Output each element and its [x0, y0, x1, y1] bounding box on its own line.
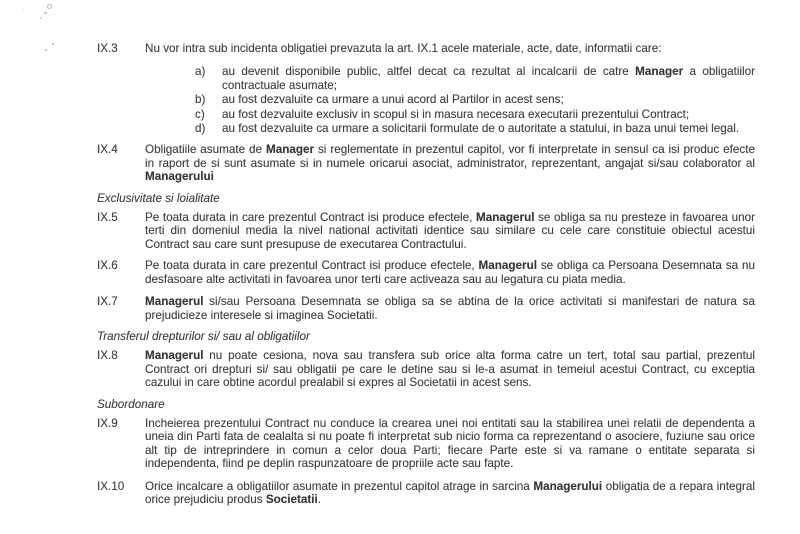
section-heading-transferul: Transferul drepturilor si/ sau al obligatiilor [97, 329, 310, 343]
section-heading-exclusivitate: Exclusivitate si loialitate [97, 191, 220, 205]
scan-speck [40, 17, 42, 19]
clause-ix10 [97, 480, 755, 507]
subitem-text: au fost dezvaluite exclusiv in scopul si in masura necesara executarii prezentului Contract; [222, 107, 690, 121]
clause-text: Incheierea prezentului Contract nu conduce la crearea unei noi entitati sau la stabilirea unei relatii de dependenta a uneia din Parti fata de cealalta si nu poate fi interpretat sub nicio forma ca reprezentand o asociere, fuziune sau orice alt tip de intreprindere in comun a celor doua Parti; fiecare Parte este si va ramane o entitate separata si independenta, fiind pe deplin raspunzatoare de propriile acte sau fapte. [145, 416, 755, 471]
subitem-c [145, 108, 755, 121]
clause-number: IX.8 [97, 349, 118, 363]
scan-speck [22, 9, 24, 10]
clause-text: Pe toata durata in care prezentul Contract isi produce efectele, Managerul se obliga ca Persoana Desemnata sa nu desfasoare alte activitati in favoarea unor terti care activeaza sau au legatura cu piata media. [145, 259, 755, 286]
clause-ix8 [97, 349, 755, 389]
subitem-text: au devenit disponibile public, altfel decat ca rezultat al incalcarii de catre Manager a obligatiilor contractuale asumate; [222, 65, 755, 92]
subitem-letter: d) [195, 122, 206, 136]
document-body [97, 42, 755, 506]
clause-text: Nu vor intra sub incidenta obligatiei prevazuta la art. IX.1 acele materiale, acte, date, informatii care: [145, 42, 662, 55]
section-heading-subordonare: Subordonare [97, 397, 165, 411]
subitem-text: au fost dezvaluite ca urmare a solicitarii formulate de o autoritate a statului, in baza unui temei legal. [222, 122, 740, 136]
clause-number: IX.3 [97, 42, 118, 55]
clause-ix3 [97, 42, 755, 135]
clause-number: IX.6 [97, 259, 118, 273]
subitem-a [145, 65, 755, 92]
clause-ix7 [97, 295, 755, 322]
clause-text: Pe toata durata in care prezentul Contract isi produce efectele, Managerul se obliga sa nu presteze in favoarea unor terti din domeniul media la nivel national activitati identice sau similare cu cele care constituie obiectul acestui Contract sau care sunt presupuse de executarea Contractului. [145, 211, 755, 251]
subitem-d [145, 122, 755, 135]
subitem-letter: b) [195, 93, 206, 107]
clause-number: IX.5 [97, 211, 118, 225]
subitem-letter: c) [195, 107, 205, 121]
scan-speck [47, 4, 52, 9]
clause-ix5 [97, 211, 755, 251]
clause-ix3-subitems [145, 65, 755, 135]
clause-ix6 [97, 259, 755, 286]
clause-text: Managerul si/sau Persoana Desemnata se obliga sa se abtina de la orice activitati si manifestari de natura sa prejudicieze interesele si imaginea Societatii. [145, 295, 755, 322]
subitem-text: au fost dezvaluite ca urmare a unui acord al Partilor in acest sens; [222, 93, 564, 107]
scan-speck [52, 43, 54, 45]
scan-speck [45, 49, 47, 51]
clause-ix9 [97, 417, 755, 471]
clause-number: IX.9 [97, 416, 118, 430]
clause-text: Managerul nu poate cesiona, nova sau transfera sub orice alta forma catre un tert, total sau partial, prezentul Contract ori drepturi si/ sau obligatii pe care le detine sau si le-a asumat in temeiul acestui Contract, cu exceptia cazului in care obtine acordul prealabil si expres al Societatii in acest sens. [145, 349, 755, 390]
clause-text: Orice incalcare a obligatiilor asumate in prezentul capitol atrage in sarcina Managerului obligatia de a repara integral orice prejudiciu produs Societatii. [145, 479, 755, 506]
subitem-letter: a) [195, 65, 206, 79]
clause-number: IX.7 [97, 295, 118, 309]
clause-number: IX.4 [97, 143, 118, 157]
clause-number: IX.10 [97, 479, 125, 493]
subitem-b [145, 93, 755, 106]
clause-ix4 [97, 143, 755, 183]
scan-speck [44, 12, 47, 14]
clause-text: Obligatiile asumate de Manager si reglementate in prezentul capitol, vor fi interpretate in sensul ca isi produc efecte in raport de si sunt asumate si in numele oricarui asociat, administrator, reprezentant, angajat si/sau colaborator al Managerului [145, 143, 755, 184]
